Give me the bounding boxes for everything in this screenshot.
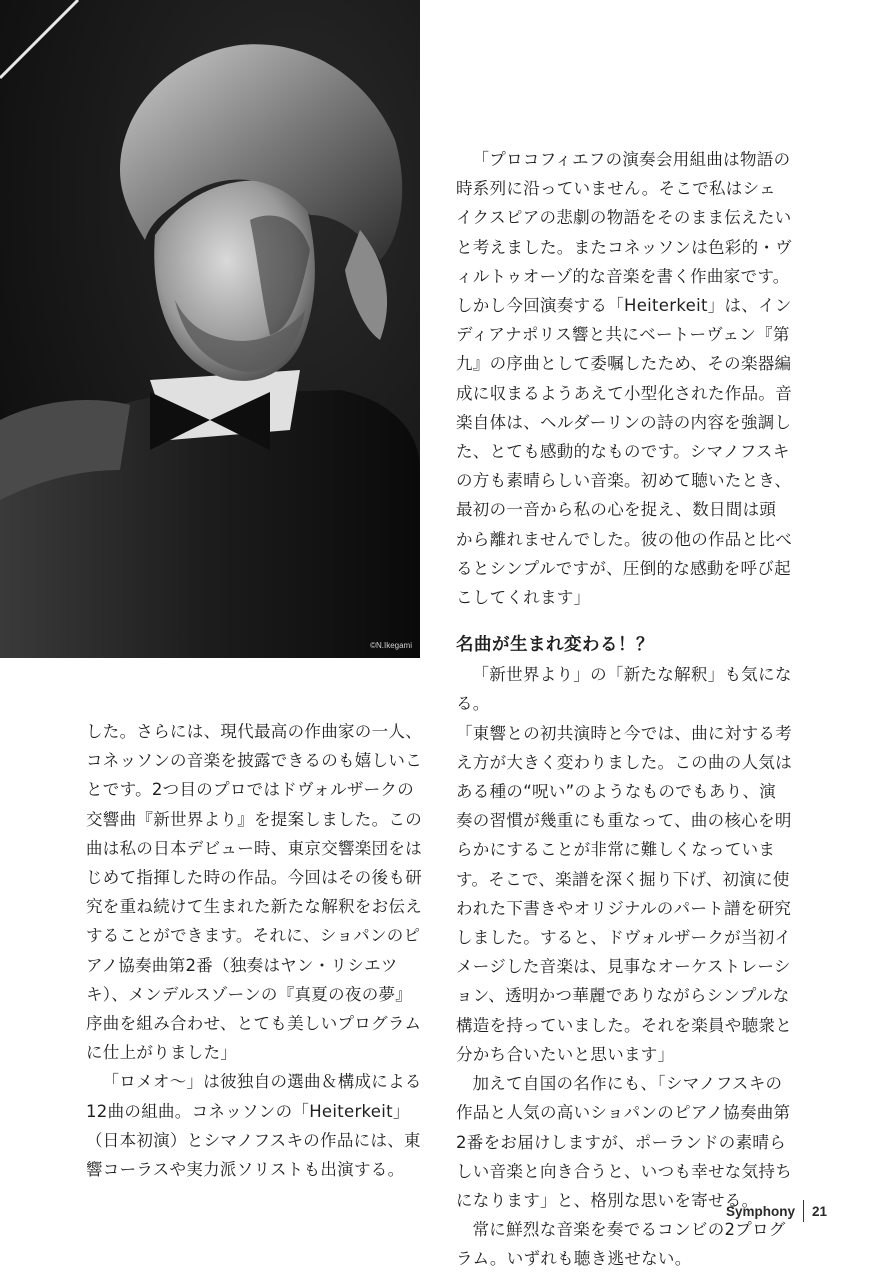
quote-paragraph: 「プロコフィエフの演奏会用組曲は物語の時系列に沿っていません。そこで私はシェイクスピアの悲劇の物語をそのまま伝えたいと考えました。またコネッソンは色彩的・ヴィルトゥオーゾ的な音楽を書く作曲家です。しかし今回演奏する「Heiterkeit」は、インディアナポリス響と共にベートーヴェン『第九』の序曲として委嘱したため、その楽器編成に収まるようあえて小型化された作品。音楽自体は、ヘルダーリンの詩の内容を強調した、とても感動的なものです。シマノフスキの方も素晴らしい音楽。初めて聴いたとき、最初の一音から私の心を捉え、数日間は頭から離れませんでした。彼の他の作品と比べるとシンプルですが、圧倒的な感動を呼び起こしてくれます」 — [456, 150, 792, 608]
conductor-photo — [0, 0, 420, 658]
conductor-illustration — [0, 0, 420, 658]
right-paragraph-3: 加えて自国の名作にも、「シマノフスキの作品と人気の高いショパンのピアノ協奏曲第2番をお届けしますが、ポーランドの素晴らしい音楽と向き合うと、いつも幸せな気持ちになります」と、格別な思いを寄せる。 — [456, 1074, 792, 1210]
page-footer — [726, 1200, 827, 1222]
section-heading: 名曲が生まれ変わる！？ — [456, 635, 654, 656]
footer-divider — [803, 1200, 804, 1222]
right-paragraph-4: 常に鮮烈な音楽を奏でるコンビの2プログラム。いずれも聴き逃せない。 — [456, 1220, 786, 1269]
right-column — [456, 145, 792, 1274]
photo-credit: ©N.Ikegami — [370, 641, 412, 650]
right-paragraph-1: 「新世界より」の「新たな解釈」も気になる。 — [456, 665, 792, 714]
right-paragraph-2: 「東響との初共演時と今では、曲に対する考え方が大きく変わりました。この曲の人気はある種の“呪い”のようなものでもあり、演奏の習慣が幾重にも重なって、曲の核心を明らかにすることが非常に難しくなっています。そこで、楽譜を深く掘り下げ、初演に使われた下書きやオリジナルのパート譜を研究しました。すると、ドヴォルザークが当初イメージした音楽は、見事なオーケストレーション、透明かつ華麗でありながらシンプルな構造を持っていました。それを楽員や聴衆と分かち合いたいと思います」 — [456, 723, 792, 1064]
magazine-name: Symphony — [725, 1203, 795, 1219]
left-paragraph-1: した。さらには、現代最高の作曲家の一人、コネッソンの音楽を披露できるのも嬉しいことです。2つ目のプロではドヴォルザークの交響曲『新世界より』を提案しました。この曲は私の日本デビュー時、東京交響楽団をはじめて指揮した時の作品。今回はその後も研究を重ね続けて生まれた新たな解釈をお伝えすることができます。それに、ショパンのピアノ協奏曲第2番（独奏はヤン・リシエツキ）、メンデルスゾーンの『真夏の夜の夢』序曲を組み合わせ、とても美しいプログラムに仕上がりました」 — [86, 722, 422, 1063]
page-number: 21 — [811, 1203, 827, 1219]
left-paragraph-2: 「ロメオ～」は彼独自の選曲＆構成による12曲の組曲。コネッソンの「Heiterkeit」（日本初演）とシマノフスキの作品には、東響コーラスや実力派ソリストも出演する。 — [86, 1072, 422, 1180]
left-column — [86, 717, 426, 1184]
